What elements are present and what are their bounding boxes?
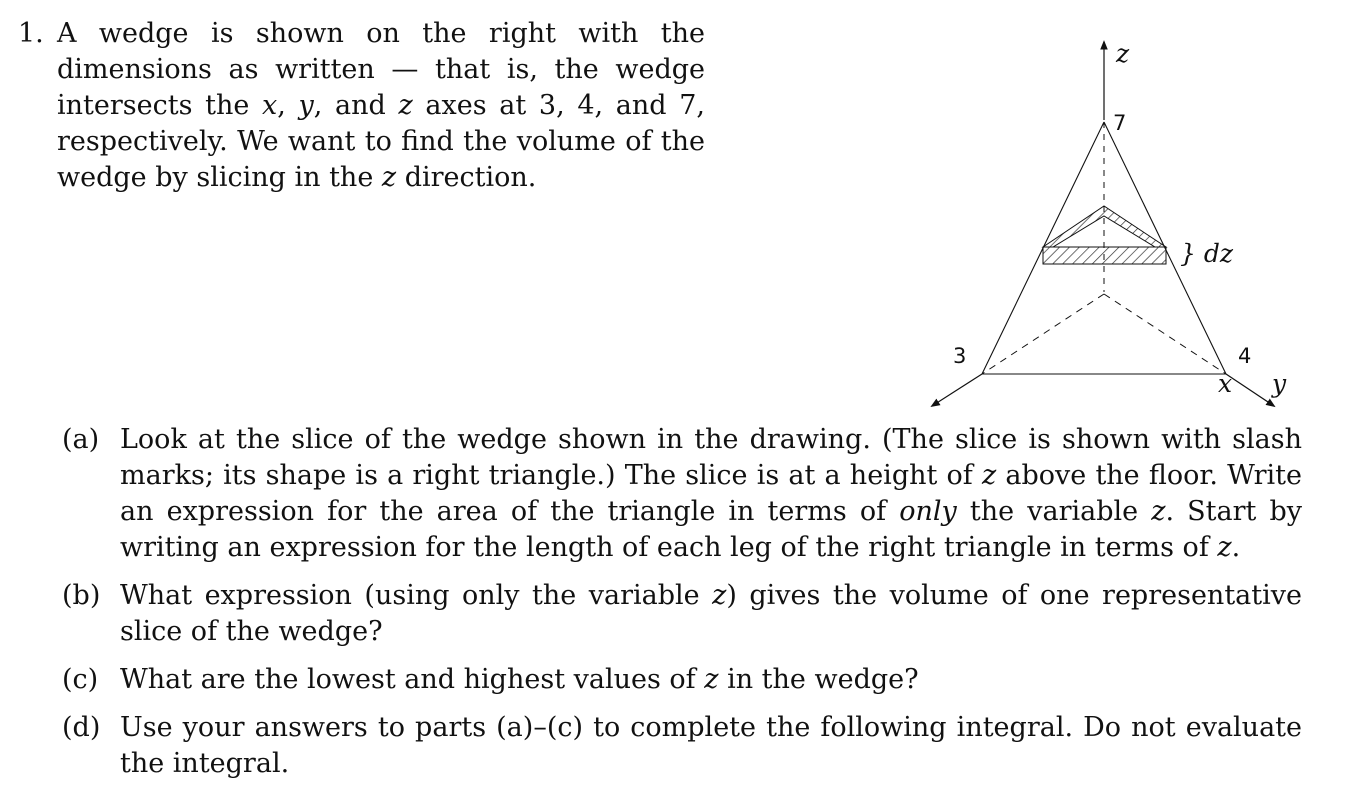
part-letter: (a) xyxy=(62,424,100,455)
hidden-edge-y xyxy=(1104,294,1226,374)
intro-text-1: A wedge is shown on the right with the dimensions as written — that is, the wedge intersects the xyxy=(57,18,705,121)
intro-comma-2: , and xyxy=(313,90,399,121)
problem-number: 1. xyxy=(18,18,44,49)
var-z: z xyxy=(398,90,413,121)
part-letter: (d) xyxy=(62,712,101,743)
slice-thickness-label: } dz xyxy=(1180,239,1234,268)
part-text: What expression (using only the variable z) gives the volume of one representative slice of the wedge? xyxy=(120,580,1302,647)
part-text: Look at the slice of the wedge shown in the drawing. (The slice is shown with slash marks; its shape is a right triangle.) The slice is at a height of z above the floor. Write an expression for the area of the triangle in terms of only the variable z. Start by writing an expression for the length of each leg of the right triangle in terms of z. xyxy=(120,424,1302,563)
var-y: y xyxy=(298,90,314,121)
x-axis xyxy=(932,374,982,406)
intro-text-3: direction. xyxy=(396,162,537,193)
z-intercept-label: 7 xyxy=(1113,111,1127,135)
var-z: z xyxy=(712,580,727,611)
x-axis-label: x xyxy=(1218,369,1233,398)
intro-comma-1: , xyxy=(277,90,299,121)
var-z: z xyxy=(981,460,997,491)
y-axis xyxy=(1226,374,1274,406)
x-intercept-label: 3 xyxy=(953,344,967,368)
var-x: x xyxy=(262,90,278,121)
intro-text-2: axes at 3, 4, and 7, respectively. We want to find the volume of the wedge by slicing in the xyxy=(57,90,705,193)
problem-intro xyxy=(57,16,705,196)
question-parts xyxy=(62,422,1302,794)
part-text: What are the lowest and highest values of z in the wedge? xyxy=(120,664,919,695)
y-axis-label: y xyxy=(1272,369,1287,398)
hidden-edge-x xyxy=(982,294,1104,374)
part-c xyxy=(62,662,1302,698)
part-b xyxy=(62,578,1302,650)
emphasis-only: only xyxy=(899,496,957,527)
z-axis-label: z xyxy=(1116,39,1130,68)
var-z: z xyxy=(1217,532,1232,563)
part-d xyxy=(62,710,1302,782)
part-text: Use your answers to parts (a)–(c) to complete the following integral. Do not evaluate the integral. xyxy=(120,712,1302,779)
part-letter: (c) xyxy=(62,664,99,695)
slice-front-face xyxy=(1043,247,1166,264)
var-z: z xyxy=(704,664,719,695)
wedge-diagram xyxy=(900,30,1330,420)
part-letter: (b) xyxy=(62,580,101,611)
part-a xyxy=(62,422,1302,566)
var-z: z xyxy=(1151,496,1166,527)
var-z: z xyxy=(381,162,397,193)
y-intercept-label: 4 xyxy=(1238,344,1252,368)
